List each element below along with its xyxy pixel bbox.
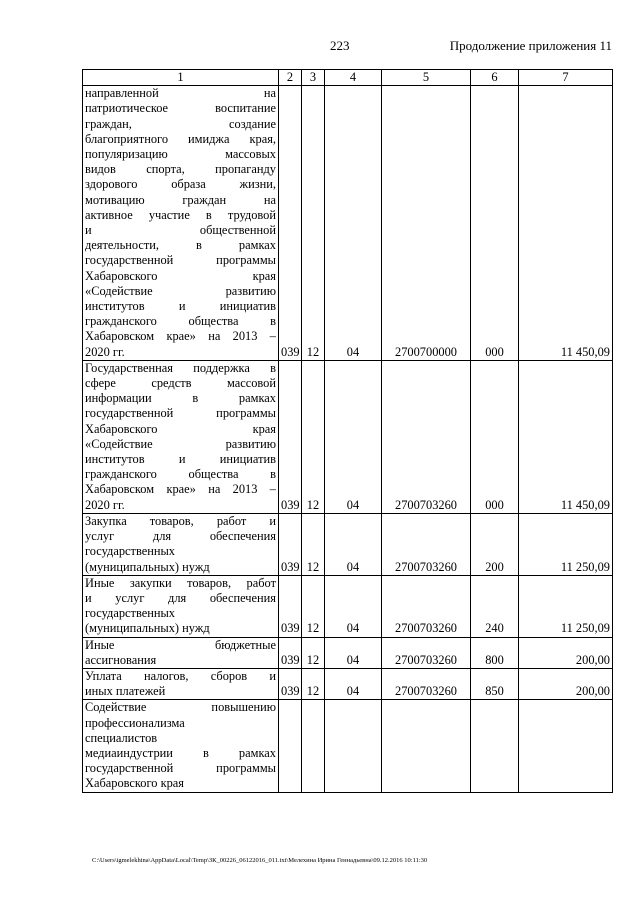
code-subsection: 04	[325, 668, 382, 699]
code-expense-type: 850	[471, 668, 519, 699]
description-line: информации в рамках	[85, 391, 276, 406]
description-line: и услуг для обеспечения	[85, 590, 276, 605]
description-line: Уплата налогов, сборов и	[85, 668, 276, 683]
description-line: институтов и инициатив	[85, 452, 276, 467]
amount: 200,00	[519, 668, 613, 699]
description-line: 2020 гг.	[85, 344, 125, 359]
col-header-1: 1	[83, 70, 279, 86]
code-target: 2700703260	[382, 513, 471, 575]
col-header-7: 7	[519, 70, 613, 86]
description-line: гражданского общества в	[85, 467, 276, 482]
code-subsection: 04	[325, 637, 382, 668]
table-row	[83, 575, 613, 637]
description-line: 2020 гг.	[85, 497, 125, 512]
code-expense-type: 800	[471, 637, 519, 668]
code-section: 12	[302, 360, 325, 513]
description-line: Государственная поддержка в	[85, 360, 276, 375]
description-line: «Содействие развитию	[85, 436, 276, 451]
description-line: Хабаровском крае» на 2013 –	[85, 482, 276, 497]
description-line: гражданского общества в	[85, 314, 276, 329]
description-line: и общественной	[85, 223, 276, 238]
code-admin: 039	[279, 668, 302, 699]
table-row	[83, 700, 613, 792]
code-admin: 039	[279, 86, 302, 361]
description-line: медиаиндустрии в рамках	[85, 745, 276, 760]
description-line: здорового образа жизни,	[85, 177, 276, 192]
col-header-2: 2	[279, 70, 302, 86]
code-admin: 039	[279, 513, 302, 575]
row-description	[83, 700, 279, 792]
description-line: услуг для обеспечения	[85, 529, 276, 544]
description-line: сфере средств массовой	[85, 376, 276, 391]
col-header-3: 3	[302, 70, 325, 86]
description-line: (муниципальных) нужд	[85, 621, 210, 636]
description-line: государственной программы	[85, 761, 276, 776]
table-row	[83, 668, 613, 699]
code-subsection	[325, 700, 382, 792]
description-line: иных платежей	[85, 684, 166, 699]
description-line: Закупка товаров, работ и	[85, 513, 276, 528]
description-line: направленной на	[85, 86, 276, 101]
description-line: популяризацию массовых	[85, 147, 276, 162]
amount	[519, 700, 613, 792]
amount: 11 250,09	[519, 513, 613, 575]
description-line: Содействие повышению	[85, 700, 276, 715]
code-expense-type	[471, 700, 519, 792]
page-number: 223	[330, 38, 350, 53]
table-row	[83, 513, 613, 575]
col-header-4: 4	[325, 70, 382, 86]
code-expense-type: 000	[471, 360, 519, 513]
code-admin: 039	[279, 360, 302, 513]
code-expense-type: 240	[471, 575, 519, 637]
code-section: 12	[302, 513, 325, 575]
code-target	[382, 700, 471, 792]
description-line: Хабаровского края	[85, 268, 276, 283]
description-line: государственной программы	[85, 253, 276, 268]
file-path-footer: C:\Users\igmelekhina\AppData\Local\Temp\ЗК_00226_06122016_011.txt\Мелехина Ирина Геннадьевна\09.12.2016 10:11:30	[92, 857, 428, 864]
row-description	[83, 668, 279, 699]
code-section: 12	[302, 575, 325, 637]
col-header-5: 5	[382, 70, 471, 86]
description-line: видов спорта, пропаганду	[85, 162, 276, 177]
row-description	[83, 637, 279, 668]
description-line: мотивацию граждан на	[85, 192, 276, 207]
amount: 11 450,09	[519, 86, 613, 361]
description-line: деятельности, в рамках	[85, 238, 276, 253]
row-description	[83, 360, 279, 513]
code-target: 2700700000	[382, 86, 471, 361]
code-subsection: 04	[325, 360, 382, 513]
description-line: Хабаровского края	[85, 421, 276, 436]
amount: 11 450,09	[519, 360, 613, 513]
code-target: 2700703260	[382, 668, 471, 699]
description-line: благоприятного имиджа края,	[85, 131, 276, 146]
code-expense-type: 200	[471, 513, 519, 575]
code-admin: 039	[279, 637, 302, 668]
code-expense-type: 000	[471, 86, 519, 361]
description-line: активное участие в трудовой	[85, 207, 276, 222]
description-line: государственных	[85, 606, 176, 621]
description-line: Хабаровского края	[85, 776, 184, 791]
description-line: Иные закупки товаров, работ	[85, 575, 276, 590]
code-section: 12	[302, 668, 325, 699]
row-description	[83, 575, 279, 637]
header-row	[83, 70, 613, 86]
description-line: «Содействие развитию	[85, 283, 276, 298]
description-line: государственной программы	[85, 406, 276, 421]
description-line: ассигнования	[85, 652, 157, 667]
amount: 200,00	[519, 637, 613, 668]
col-header-6: 6	[471, 70, 519, 86]
appendix-title: Продолжение приложения 11	[449, 38, 612, 53]
description-line: граждан, создание	[85, 116, 276, 131]
code-section: 12	[302, 637, 325, 668]
description-line: патриотическое воспитание	[85, 101, 276, 116]
code-admin: 039	[279, 575, 302, 637]
table-row	[83, 637, 613, 668]
description-line: государственных	[85, 544, 176, 559]
amount: 11 250,09	[519, 575, 613, 637]
row-description	[83, 86, 279, 361]
code-subsection: 04	[325, 86, 382, 361]
description-line: специалистов	[85, 730, 158, 745]
code-subsection: 04	[325, 575, 382, 637]
code-subsection: 04	[325, 513, 382, 575]
code-admin	[279, 700, 302, 792]
code-section: 12	[302, 86, 325, 361]
code-target: 2700703260	[382, 575, 471, 637]
description-line: институтов и инициатив	[85, 299, 276, 314]
description-line: профессионализма	[85, 715, 185, 730]
description-line: Хабаровском крае» на 2013 –	[85, 329, 276, 344]
description-line: (муниципальных) нужд	[85, 559, 210, 574]
table-row	[83, 360, 613, 513]
budget-table	[82, 69, 613, 793]
code-target: 2700703260	[382, 637, 471, 668]
code-target: 2700703260	[382, 360, 471, 513]
description-line: Иные бюджетные	[85, 637, 276, 652]
table-row	[83, 86, 613, 361]
code-section	[302, 700, 325, 792]
row-description	[83, 513, 279, 575]
